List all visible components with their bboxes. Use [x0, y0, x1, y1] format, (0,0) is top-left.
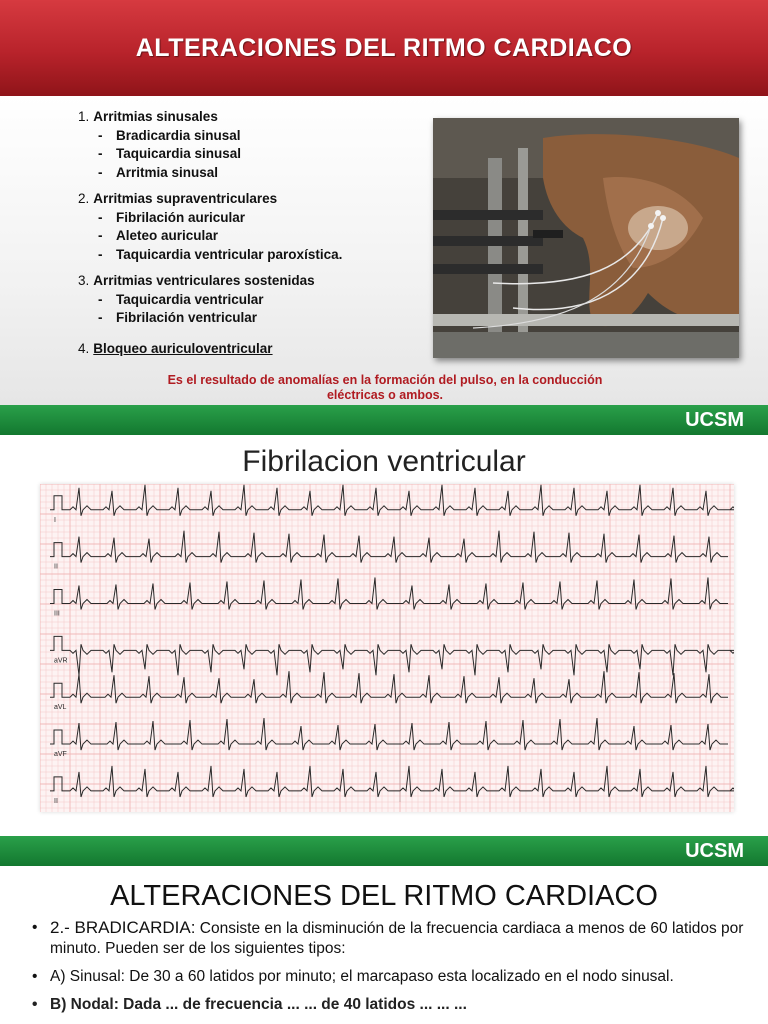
bullet-dash-icon: - [98, 246, 103, 262]
ecg-lead-label: I [54, 516, 56, 524]
arrhythmia-item-label: Taquicardia ventricular [116, 291, 264, 307]
arrhythmia-list-item [98, 291, 448, 310]
arrhythmia-group-heading [78, 108, 448, 127]
slide-2-title: Fibrilacion ventricular [242, 445, 526, 478]
arrhythmia-item-label: Taquicardia sinusal [116, 146, 242, 161]
slide-3-title: ALTERACIONES DEL RITMO CARDIACO [110, 880, 658, 912]
bullet-lead: 2.- BRADICARDIA: [50, 918, 196, 937]
slide-1-header [0, 0, 768, 98]
group-spacer [78, 182, 448, 190]
ecg-lead-label: aVR [54, 657, 68, 665]
ecg-lead-label: aVF [54, 751, 67, 759]
bullet-dash-icon: - [98, 291, 103, 307]
bullet-dot-icon: • [32, 996, 38, 1013]
group-label: Arritmias supraventriculares [93, 191, 278, 206]
bradicardia-bullets [30, 918, 750, 1023]
group-spacer [78, 264, 448, 272]
arrhythmia-item-label: Taquicardia ventricular paroxística. [116, 246, 343, 262]
ucsm-logo-text: UCSM [685, 409, 744, 431]
group-spacer [78, 328, 448, 336]
ecg-lead-trace [50, 766, 734, 797]
arrhythmia-list-item [98, 309, 448, 328]
arrhythmia-list-item [98, 145, 448, 164]
arrhythmia-item-label: Arritmia sinusal [116, 164, 219, 180]
arrhythmia-list-item [98, 227, 448, 246]
bullet-dash-icon: - [98, 127, 103, 143]
bullet-dash-icon: - [98, 310, 103, 325]
arrhythmia-list [78, 108, 448, 358]
cut-off-bullet-text: B) Nodal: Dada ... de frecuencia ... ... de 40 latidos ... ... ... [50, 996, 467, 1013]
ecg-lead-trace [50, 531, 728, 563]
ecg-lead-label: III [54, 610, 60, 618]
arrhythmia-item-label: Aleteo auricular [116, 228, 219, 243]
bullet-dash-icon: - [98, 164, 103, 180]
group-number: 4. [78, 340, 90, 356]
arrhythmia-item-label: Fibrilación ventricular [116, 310, 258, 325]
arrhythmia-list-item [98, 127, 448, 146]
group-number: 2. [78, 191, 90, 206]
arrhythmia-list-item [98, 209, 448, 228]
group-number: 1. [78, 109, 90, 124]
slide-1-note-line1: Es el resultado de anomalías en la formación del pulso, en la conducción [167, 373, 603, 387]
group-number: 3. [78, 273, 90, 288]
group-label: Arritmias sinusales [93, 109, 218, 124]
slide-1-title: ALTERACIONES DEL RITMO CARDIACO [135, 34, 633, 62]
slide-2-footer-bar [0, 836, 768, 866]
bullet-dash-icon: - [98, 209, 103, 225]
arrhythmia-list-item [98, 164, 448, 183]
bradicardia-bullet [30, 918, 750, 959]
horse-ecg-photo [433, 118, 739, 358]
arrhythmia-group-heading [78, 272, 448, 291]
ecg-lead-label: aVL [54, 704, 67, 712]
arrhythmia-item-label: Fibrilación auricular [116, 209, 246, 225]
ecg-lead-trace [50, 577, 728, 609]
bradicardia-bullet [30, 967, 750, 987]
horse-photo-illustration [433, 118, 739, 358]
slide-1-note-line2: eléctricas o ambos. [326, 388, 444, 402]
ecg-lead-label: II [54, 563, 58, 571]
group-label: Arritmias ventriculares sostenidas [93, 273, 315, 288]
ecg-lead-trace [50, 636, 734, 675]
ecg-strip [40, 484, 734, 812]
ecg-lead-label: II [54, 797, 58, 805]
slide-1-note [40, 373, 730, 403]
bullet-text: Consiste en la disminución de la frecuencia cardiaca a menos de 60 latidos por minuto. Pueden ser de los siguientes tipos: [50, 920, 744, 957]
arrhythmia-list-item [98, 246, 448, 265]
ecg-trace-illustration [40, 484, 734, 812]
slide-1 [0, 0, 768, 405]
ecg-lead-trace [50, 718, 728, 750]
group-label: Bloqueo auriculoventricular [93, 340, 273, 356]
bullet-dot-icon: • [32, 919, 38, 936]
bullet-dash-icon: - [98, 146, 103, 161]
cut-off-bullet [30, 995, 750, 1015]
slide-1-footer-bar [0, 405, 768, 435]
bullet-dash-icon: - [98, 228, 103, 243]
arrhythmia-group-heading [78, 340, 448, 359]
arrhythmia-group-heading [78, 190, 448, 209]
arrhythmia-item-label: Bradicardia sinusal [116, 127, 241, 143]
bullet-dot-icon: • [32, 968, 38, 985]
ecg-lead-trace [50, 485, 734, 516]
ucsm-logo-text-2: UCSM [685, 840, 744, 862]
bullet-text: A) Sinusal: De 30 a 60 latidos por minuto; el marcapaso esta localizado en el nodo sinusal. [50, 968, 674, 985]
